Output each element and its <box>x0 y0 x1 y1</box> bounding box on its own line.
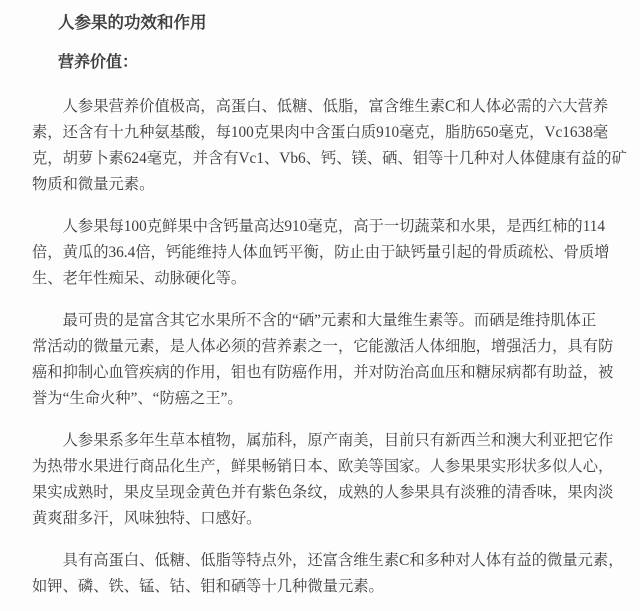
section-heading-nutrition-value: 营养价值： <box>58 54 139 71</box>
paragraph-calcium-content <box>32 214 615 292</box>
article-title: 人参果的功效和作用 <box>58 13 207 32</box>
paragraph-line: 常活动的微量元素，是人体必须的营养素之一，它能激活人体细胞，增强活力，具有防 <box>32 338 614 355</box>
paragraph-line: 为热带水果进行商品化生产，鲜果畅销日本、欧美等国家。人参果果实形状多似人心， <box>32 458 614 475</box>
paragraph-line: 人参果每100克鲜果中含钙量高达910毫克，高于一切蔬菜和水果，是西红柿的114 <box>62 218 606 235</box>
paragraph-line: 倍，黄瓜的36.4倍，钙能维持人体血钙平衡，防止由于缺钙量引起的骨质疏松、骨质增 <box>32 244 610 261</box>
paragraph-line: 人参果系多年生草本植物，属茄科，原产南美，目前只有新西兰和澳大利亚把它作 <box>62 432 614 449</box>
paragraph-line: 誉为“生命火种”、“防癌之王”。 <box>32 390 243 407</box>
paragraph-trace-elements <box>32 548 624 600</box>
paragraph-plant-description <box>32 428 615 532</box>
paragraph-line: 物质和微量元素。 <box>32 176 155 193</box>
paragraph-line: 果实成熟时，果皮呈现金黄色并有紫色条纹，成熟的人参果具有淡雅的清香味，果肉淡 <box>32 484 614 501</box>
paragraph-line: 人参果营养价值极高，高蛋白、低糖、低脂，富含维生素C和人体必需的六大营养 <box>62 98 609 115</box>
paragraph-line: 黄爽甜多汗，风味独特、口感好。 <box>32 510 262 527</box>
paragraph-line: 素，还含有十九种氨基酸，每100克果肉中含蛋白质910毫克，脂肪650毫克，Vc1638毫 <box>32 124 609 141</box>
paragraph-line: 癌和抑制心血管疾病的作用，钼也有防癌作用，并对防治高血压和糖尿病都有助益，被 <box>32 364 614 381</box>
paragraph-selenium-benefits <box>32 308 615 412</box>
paragraph-line: 克，胡萝卜素624毫克，并含有Vc1、Vb6、钙、镁、硒、钼等十几种对人体健康有益的矿 <box>32 150 627 167</box>
paragraph-nutrition-overview <box>32 94 627 198</box>
paragraph-line: 如钾、磷、铁、锰、钴、钼和硒等十几种微量元素。 <box>32 578 384 595</box>
paragraph-line: 生、老年性痴呆、动脉硬化等。 <box>32 270 247 287</box>
paragraph-line: 具有高蛋白、低糖、低脂等特点外，还富含维生素C和多种对人体有益的微量元素， <box>62 552 624 569</box>
paragraph-line: 最可贵的是富含其它水果所不含的“硒”元素和大量维生素等。而硒是维持肌体正 <box>62 312 597 329</box>
